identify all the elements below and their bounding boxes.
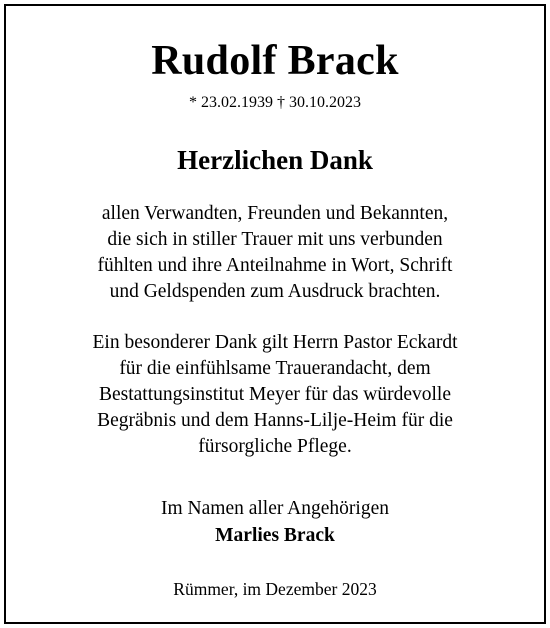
life-dates: * 23.02.1939 † 30.10.2023 xyxy=(189,94,361,111)
signer-name: Marlies Brack xyxy=(215,525,335,546)
paragraph-line: allen Verwandten, Freunden und Bekannten, xyxy=(101,203,449,224)
paragraph-line: für die einfühlsame Trauerandacht, dem xyxy=(119,358,431,379)
paragraph-line: Ein besonderer Dank gilt Herrn Pastor Eckardt xyxy=(92,332,458,353)
paragraph-line: die sich in stiller Trauer mit uns verbunden xyxy=(107,229,443,250)
thanks-heading: Herzlichen Dank xyxy=(177,145,373,175)
closing-line: Im Namen aller Angehörigen xyxy=(161,498,389,519)
thanks-paragraph-1 xyxy=(0,201,550,305)
thanks-paragraph-2 xyxy=(0,330,550,460)
place-and-date: Rümmer, im Dezember 2023 xyxy=(173,579,377,599)
paragraph-line: Bestattungsinstitut Meyer für das würdevolle xyxy=(98,384,452,405)
paragraph-line: fürsorgliche Pflege. xyxy=(198,436,352,457)
deceased-name: Rudolf Brack xyxy=(151,38,399,84)
paragraph-line: fühlten und ihre Anteilnahme in Wort, Schrift xyxy=(97,255,453,276)
paragraph-line: Begräbnis und dem Hanns-Lilje-Heim für die xyxy=(97,410,453,431)
paragraph-line: und Geldspenden zum Ausdruck brachten. xyxy=(109,281,441,302)
